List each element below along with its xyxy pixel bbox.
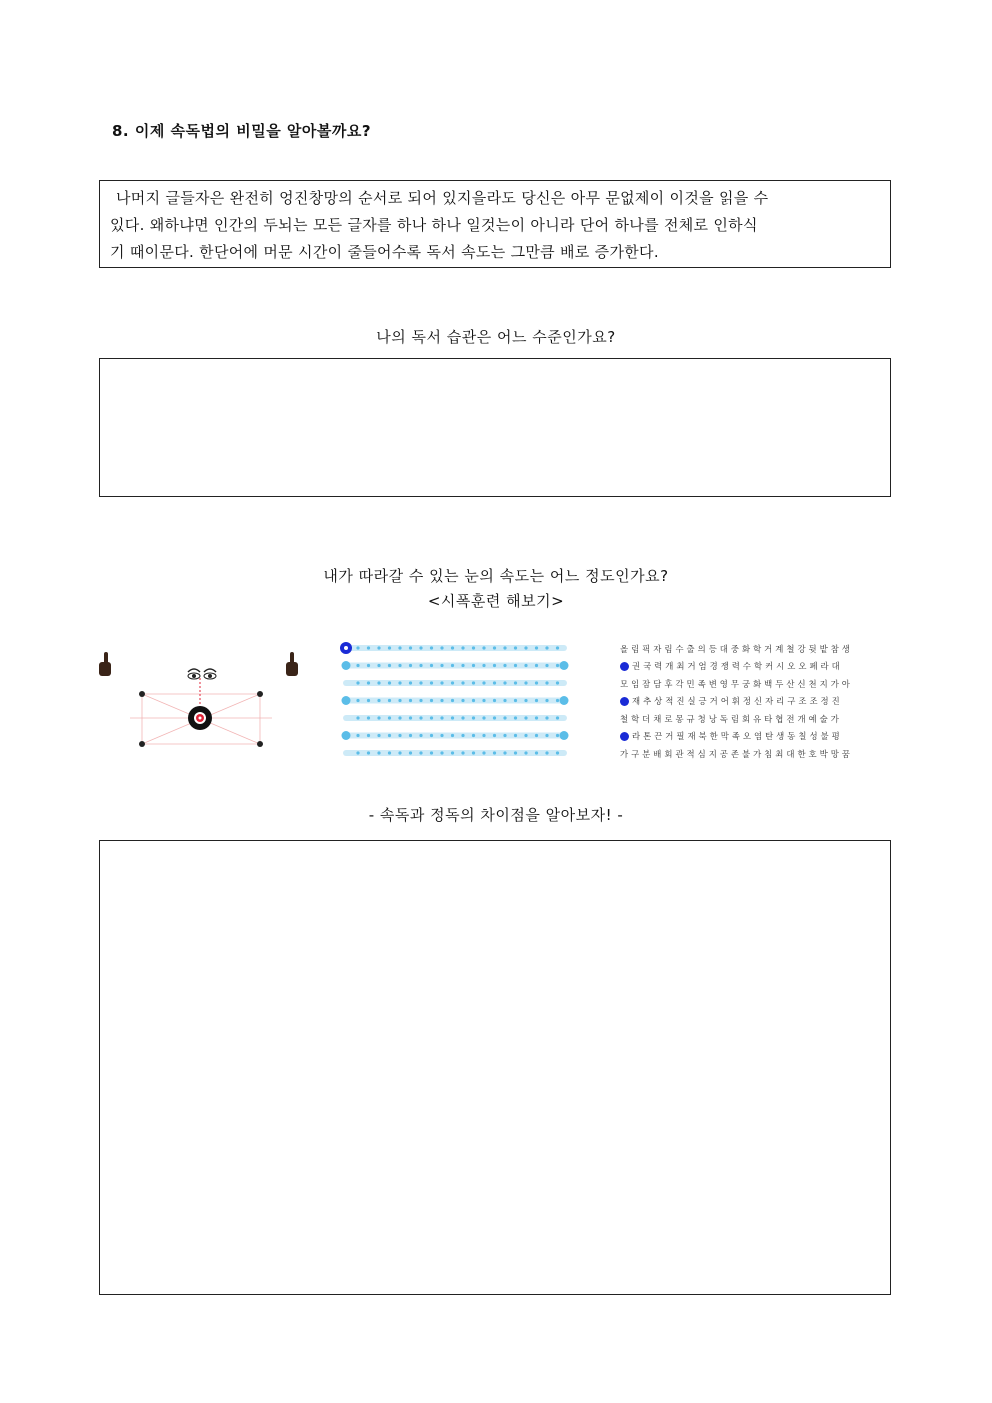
- dot: [524, 734, 527, 737]
- dot: [451, 716, 454, 719]
- dot: [514, 751, 517, 754]
- dot: [514, 699, 517, 702]
- dot: [514, 664, 517, 667]
- dot: [356, 751, 359, 754]
- dot: [472, 716, 475, 719]
- dot: [430, 751, 433, 754]
- eyes-icon: [188, 669, 216, 679]
- dot: [545, 716, 548, 719]
- dot: [451, 699, 454, 702]
- dot: [493, 681, 496, 684]
- turn-marker-icon: [560, 731, 569, 740]
- dot: [398, 699, 401, 702]
- quote-box: [99, 180, 891, 268]
- dot: [461, 716, 464, 719]
- dot: [377, 664, 380, 667]
- dot: [409, 664, 412, 667]
- quote-line-1: 나머지 글들자은 완전히 엉진창망의 순서로 되어 있지을라도 당신은 아무 문없제이 이것을 읽을 수: [116, 189, 769, 207]
- dot: [451, 681, 454, 684]
- dot: [377, 681, 380, 684]
- turn-marker-icon: [342, 731, 351, 740]
- dot: [461, 646, 464, 649]
- row-marker-icon: [620, 732, 629, 741]
- dot: [377, 734, 380, 737]
- dot: [493, 751, 496, 754]
- dot: [419, 681, 422, 684]
- hand-left-icon: [99, 652, 111, 676]
- dot: [398, 646, 401, 649]
- dot: [388, 646, 391, 649]
- section-heading: 8. 이제 속독법의 비밀을 알아볼까요?: [112, 122, 372, 140]
- dot: [377, 751, 380, 754]
- dot: [419, 751, 422, 754]
- grid-row: [620, 640, 870, 658]
- dot: [430, 664, 433, 667]
- dot: [409, 681, 412, 684]
- dot: [367, 716, 370, 719]
- dot: [503, 646, 506, 649]
- dot: [482, 716, 485, 719]
- grid-row-text: 모임잠담후각민족변영무궁화백두산신천지가아: [620, 678, 853, 689]
- dot: [377, 716, 380, 719]
- dot: [419, 716, 422, 719]
- dot: [440, 646, 443, 649]
- dot: [524, 681, 527, 684]
- question-eye-speed: 내가 따라갈 수 있는 눈의 속도는 어느 정도인가요?: [323, 567, 669, 585]
- dot: [419, 646, 422, 649]
- dot: [398, 734, 401, 737]
- dot: [472, 664, 475, 667]
- dot: [556, 751, 559, 754]
- dot: [503, 716, 506, 719]
- dot: [430, 734, 433, 737]
- dot: [472, 681, 475, 684]
- dot: [482, 751, 485, 754]
- question-speed-vs-careful-reading: - 속독과 정독의 차이점을 알아보자! -: [368, 806, 624, 824]
- row-marker-icon: [620, 697, 629, 706]
- dot: [535, 751, 538, 754]
- dot: [409, 734, 412, 737]
- dot: [545, 699, 548, 702]
- dot: [409, 646, 412, 649]
- dot: [556, 681, 559, 684]
- dot: [461, 751, 464, 754]
- dot: [440, 699, 443, 702]
- hand-right-icon: [286, 652, 298, 676]
- focus-target-icon: [188, 706, 212, 730]
- dot: [451, 664, 454, 667]
- dot: [535, 699, 538, 702]
- dot: [430, 646, 433, 649]
- dot: [461, 734, 464, 737]
- dot: [493, 734, 496, 737]
- dot: [440, 681, 443, 684]
- dot: [472, 646, 475, 649]
- turn-marker-icon: [560, 661, 569, 670]
- dot: [545, 681, 548, 684]
- dot: [556, 664, 559, 667]
- quote-line-2: 있다. 왜하냐면 인간의 두뇌는 모든 글자를 하나 하나 일것는이 아니라 단어 하나를 전체로 인하식: [110, 216, 758, 234]
- dot: [440, 734, 443, 737]
- dot: [556, 734, 559, 737]
- dot: [461, 699, 464, 702]
- dot: [535, 664, 538, 667]
- dot: [388, 699, 391, 702]
- dot: [482, 734, 485, 737]
- dot: [556, 716, 559, 719]
- dot: [367, 751, 370, 754]
- dot: [409, 699, 412, 702]
- dot: [356, 646, 359, 649]
- dot-path-training: [336, 638, 572, 762]
- dot: [493, 716, 496, 719]
- answer-box-difference[interactable]: [99, 840, 891, 1295]
- grid-row: [620, 675, 870, 693]
- grid-row: [620, 693, 870, 711]
- dot: [377, 699, 380, 702]
- dot: [524, 716, 527, 719]
- dot: [482, 664, 485, 667]
- turn-marker-icon: [560, 696, 569, 705]
- dot: [514, 646, 517, 649]
- grid-row: [620, 728, 870, 746]
- dot: [356, 664, 359, 667]
- dot: [493, 646, 496, 649]
- dot: [388, 734, 391, 737]
- dot: [503, 734, 506, 737]
- dot: [514, 681, 517, 684]
- dot: [398, 716, 401, 719]
- dot: [451, 734, 454, 737]
- eye-focus-diagram: [96, 648, 308, 754]
- dot: [472, 734, 475, 737]
- dot: [482, 646, 485, 649]
- dot: [388, 664, 391, 667]
- dot: [409, 751, 412, 754]
- dot: [503, 681, 506, 684]
- dot: [503, 664, 506, 667]
- dot: [388, 716, 391, 719]
- dot: [398, 751, 401, 754]
- character-grid: [620, 640, 870, 763]
- dot: [367, 664, 370, 667]
- question-eye-speed-sub: <시폭훈련 해보기>: [427, 592, 565, 610]
- dot: [356, 681, 359, 684]
- grid-row: [620, 710, 870, 728]
- grid-row-text: 라톤끈거필재북한막족오염탄생동칠성불평: [632, 731, 843, 742]
- dot: [493, 664, 496, 667]
- dot: [524, 664, 527, 667]
- dot: [472, 751, 475, 754]
- start-marker-icon: [340, 642, 352, 654]
- turn-marker-icon: [342, 661, 351, 670]
- dot: [545, 751, 548, 754]
- dot: [514, 734, 517, 737]
- dot: [514, 716, 517, 719]
- dot: [556, 646, 559, 649]
- dot: [493, 699, 496, 702]
- dot: [535, 734, 538, 737]
- dot: [419, 699, 422, 702]
- dot: [388, 751, 391, 754]
- dot: [451, 751, 454, 754]
- grid-row-text: 재추상적진실긍거어휘정신자리구조조정진: [632, 696, 843, 707]
- dot: [472, 699, 475, 702]
- turn-marker-icon: [342, 696, 351, 705]
- grid-row-text: 철학더채로몽규청낭독림회유타협전개예술가: [620, 713, 842, 724]
- dot: [545, 734, 548, 737]
- dot: [419, 664, 422, 667]
- dot: [377, 646, 380, 649]
- dot: [398, 664, 401, 667]
- dot: [503, 699, 506, 702]
- dot: [545, 664, 548, 667]
- dot: [556, 699, 559, 702]
- dot: [482, 681, 485, 684]
- dot: [367, 681, 370, 684]
- dot: [430, 716, 433, 719]
- dot: [367, 699, 370, 702]
- answer-box-reading-habit[interactable]: [99, 358, 891, 497]
- dot: [430, 681, 433, 684]
- quote-line-3: 기 때이문다. 한단어에 머문 시간이 줄들어수록 독서 속도는 그만큼 배로 증가한다.: [110, 243, 659, 261]
- dot: [430, 699, 433, 702]
- dot: [440, 664, 443, 667]
- dot: [545, 646, 548, 649]
- grid-row-text: 권국력개최거엄경쟁력수학커시오오페라대: [632, 661, 843, 672]
- dot: [451, 646, 454, 649]
- dot: [388, 681, 391, 684]
- dot: [535, 646, 538, 649]
- grid-row: [620, 745, 870, 763]
- dot: [367, 734, 370, 737]
- dot: [524, 646, 527, 649]
- dot: [524, 699, 527, 702]
- dot: [461, 681, 464, 684]
- dot: [524, 751, 527, 754]
- dot: [482, 699, 485, 702]
- dot: [356, 699, 359, 702]
- grid-row-text: 올림픽자림수출의등대중화학거계철강뒷밭참생: [620, 643, 853, 654]
- row-marker-icon: [620, 662, 629, 671]
- dot: [440, 751, 443, 754]
- dot: [461, 664, 464, 667]
- dot: [409, 716, 412, 719]
- dot: [440, 716, 443, 719]
- dot: [367, 646, 370, 649]
- dot: [535, 681, 538, 684]
- dot: [419, 734, 422, 737]
- dot: [398, 681, 401, 684]
- dot: [503, 751, 506, 754]
- grid-row-text: 가구분배회관적심지공존불가침최대한호박망꿈: [620, 748, 853, 759]
- question-reading-habit: 나의 독서 습관은 어느 수준인가요?: [376, 328, 616, 346]
- grid-row: [620, 658, 870, 676]
- dot: [356, 716, 359, 719]
- dot: [356, 734, 359, 737]
- dot: [535, 716, 538, 719]
